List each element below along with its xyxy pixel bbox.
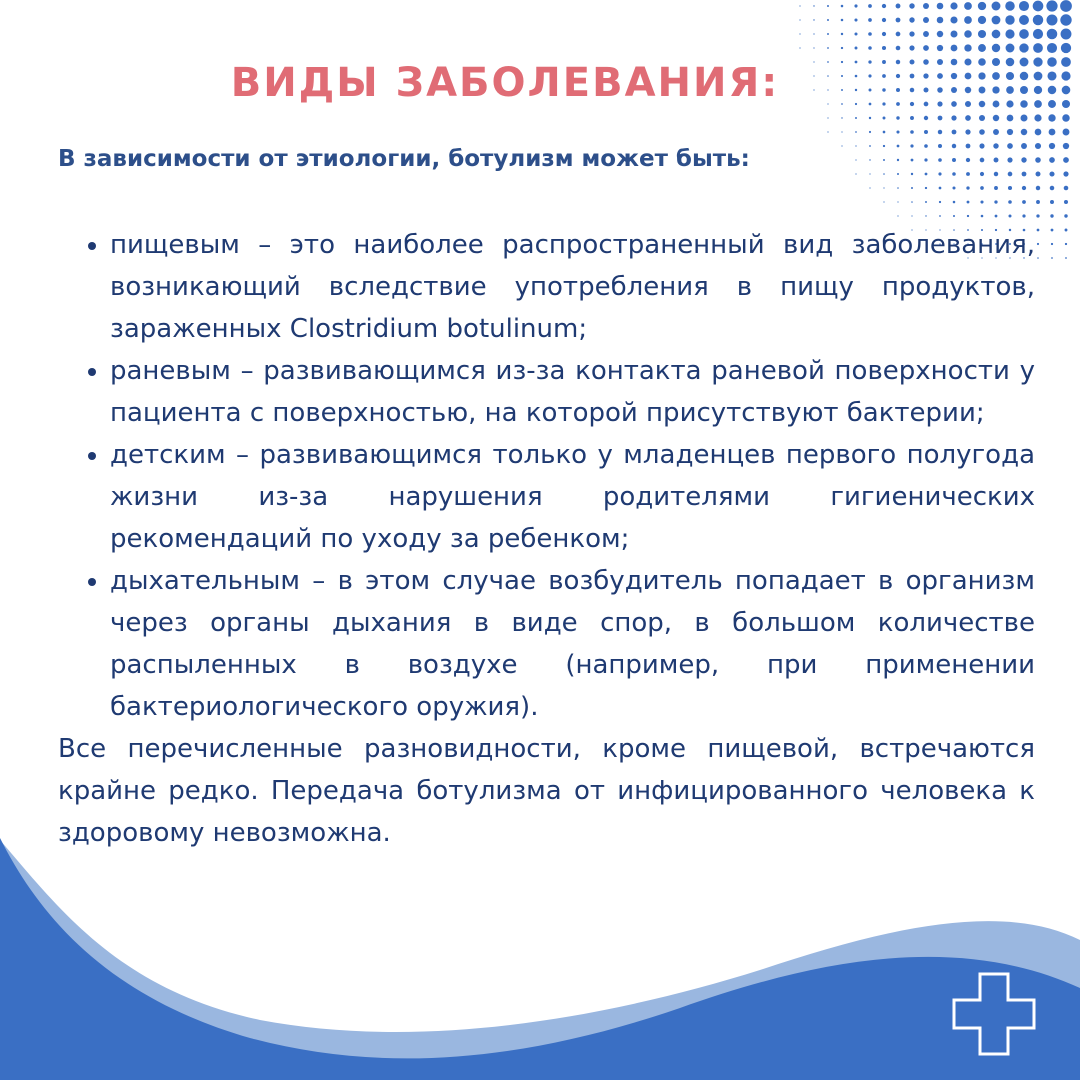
halftone-dot xyxy=(966,172,970,176)
halftone-dot xyxy=(827,117,828,118)
halftone-dot xyxy=(1019,15,1029,25)
halftone-dot xyxy=(937,59,943,65)
footer-paragraph: Все перечисленные разновидности, кроме пищевой, встречаются крайне редко. Передача ботулизма от инфицированного человека к здоровому невозможна. xyxy=(58,734,1035,848)
halftone-dot xyxy=(964,30,972,38)
halftone-dot xyxy=(964,58,971,65)
halftone-dot xyxy=(841,75,843,77)
halftone-dot xyxy=(883,131,886,134)
halftone-dot xyxy=(939,215,941,217)
halftone-dot xyxy=(937,87,943,93)
halftone-dot xyxy=(925,215,926,216)
halftone-dot xyxy=(978,30,986,38)
halftone-dot xyxy=(813,5,814,6)
halftone-dot xyxy=(1063,129,1070,136)
halftone-dot xyxy=(882,74,886,78)
halftone-dot xyxy=(951,59,958,66)
halftone-dot xyxy=(939,201,941,203)
halftone-dot xyxy=(923,73,928,78)
halftone-dot xyxy=(909,31,914,36)
halftone-dot xyxy=(841,117,842,118)
halftone-dot xyxy=(855,117,857,119)
halftone-dot xyxy=(1050,186,1055,191)
halftone-dot xyxy=(813,47,814,48)
halftone-dot xyxy=(953,215,955,217)
halftone-dot xyxy=(924,116,928,120)
halftone-dot xyxy=(993,101,1000,108)
halftone-dot xyxy=(951,45,958,52)
halftone-dot xyxy=(1008,172,1013,177)
halftone-dot xyxy=(1034,72,1043,81)
halftone-dot xyxy=(827,89,828,90)
halftone-dot xyxy=(952,172,956,176)
halftone-dot xyxy=(1033,15,1043,25)
halftone-dot xyxy=(896,102,900,106)
halftone-dot xyxy=(827,61,829,63)
halftone-dot xyxy=(966,186,969,189)
halftone-dot xyxy=(951,31,958,38)
halftone-dot xyxy=(1063,143,1069,149)
halftone-dot xyxy=(939,187,942,190)
halftone-dot xyxy=(937,31,943,37)
halftone-dot xyxy=(1035,157,1041,163)
halftone-dot xyxy=(1047,43,1057,53)
halftone-dot xyxy=(910,130,914,134)
halftone-dot xyxy=(1022,200,1026,204)
halftone-dot xyxy=(1049,171,1054,176)
halftone-dot xyxy=(868,18,872,22)
wave-decoration xyxy=(0,820,1080,1080)
halftone-dot xyxy=(992,16,1001,25)
halftone-dot xyxy=(1005,15,1014,24)
halftone-dot xyxy=(883,187,884,188)
halftone-dot xyxy=(855,103,857,105)
halftone-dot xyxy=(1033,1,1044,12)
halftone-dot xyxy=(995,215,998,218)
halftone-dot xyxy=(925,173,928,176)
halftone-dot xyxy=(978,2,986,10)
halftone-dot xyxy=(841,89,843,91)
halftone-dot xyxy=(923,31,929,37)
halftone-dot xyxy=(1035,129,1042,136)
halftone-dot xyxy=(1051,243,1053,245)
halftone-dot xyxy=(909,17,914,22)
halftone-dot xyxy=(897,201,898,202)
halftone-dot xyxy=(910,74,915,79)
halftone-dot xyxy=(1037,229,1040,232)
halftone-dot xyxy=(978,72,985,79)
halftone-dot xyxy=(1022,214,1025,217)
halftone-dot xyxy=(882,46,886,50)
halftone-dot xyxy=(869,131,871,133)
halftone-dot xyxy=(841,19,844,22)
intro-heading: В зависимости от этиологии, ботулизм может быть: xyxy=(58,146,750,172)
halftone-dot xyxy=(1062,86,1071,95)
halftone-dot xyxy=(827,103,828,104)
halftone-dot xyxy=(896,88,900,92)
halftone-dot xyxy=(992,86,999,93)
halftone-dot xyxy=(925,201,927,203)
halftone-dot xyxy=(1005,29,1014,38)
halftone-dot xyxy=(1051,257,1053,259)
halftone-dot xyxy=(937,45,943,51)
halftone-dot xyxy=(896,4,901,9)
halftone-dot xyxy=(897,187,899,189)
halftone-dot xyxy=(992,72,1000,80)
list-item: • дыхательным – в этом случае возбудитель попадает в организм через органы дыхания в виде спор, в большом количестве распыленных в воздухе (например, при применении бактериологического оружия). xyxy=(110,560,1035,728)
halftone-dot xyxy=(923,45,929,51)
halftone-dot xyxy=(1065,243,1067,245)
halftone-dot xyxy=(1061,29,1072,40)
halftone-dot xyxy=(1065,229,1068,232)
halftone-dot xyxy=(938,172,941,175)
halftone-dot xyxy=(1033,57,1042,66)
content-body xyxy=(58,224,1035,854)
halftone-dot xyxy=(896,46,901,51)
halftone-dot xyxy=(827,75,829,77)
halftone-dot xyxy=(1006,100,1013,107)
halftone-dot xyxy=(925,187,927,189)
halftone-dot xyxy=(1008,200,1012,204)
halftone-dot xyxy=(854,4,857,7)
halftone-dot xyxy=(978,44,986,52)
halftone-dot xyxy=(813,19,814,20)
halftone-dot xyxy=(1021,157,1026,162)
halftone-dot xyxy=(993,129,999,135)
halftone-dot xyxy=(896,32,901,37)
halftone-dot xyxy=(910,102,914,106)
halftone-dot xyxy=(953,201,956,204)
halftone-dot xyxy=(980,172,984,176)
halftone-dot xyxy=(1061,71,1070,80)
halftone-dot xyxy=(910,116,914,120)
halftone-dot xyxy=(1047,29,1058,40)
halftone-dot xyxy=(827,19,829,21)
halftone-dot xyxy=(1049,143,1055,149)
halftone-dot xyxy=(868,74,871,77)
halftone-dot xyxy=(965,73,972,80)
halftone-dot xyxy=(1049,157,1055,163)
halftone-dot xyxy=(1063,171,1068,176)
halftone-dot xyxy=(841,103,843,105)
halftone-dot xyxy=(1021,115,1028,122)
halftone-dot xyxy=(965,115,971,121)
halftone-dot xyxy=(923,87,928,92)
halftone-dot xyxy=(1020,86,1028,94)
halftone-dot xyxy=(938,116,943,121)
halftone-dot xyxy=(950,16,957,23)
halftone-dot xyxy=(978,58,986,66)
halftone-dot xyxy=(855,131,857,133)
halftone-dot xyxy=(1036,172,1041,177)
halftone-dot xyxy=(923,17,929,23)
halftone-dot xyxy=(923,3,929,9)
halftone-dot xyxy=(1047,57,1057,67)
halftone-dot xyxy=(952,130,957,135)
halftone-dot xyxy=(924,102,929,107)
halftone-dot xyxy=(1051,229,1054,232)
halftone-dot xyxy=(827,5,829,7)
halftone-dot xyxy=(868,60,871,63)
halftone-dot xyxy=(1007,115,1014,122)
halftone-dot xyxy=(1019,29,1029,39)
halftone-dot xyxy=(1060,14,1071,25)
halftone-dot xyxy=(855,47,858,50)
halftone-dot xyxy=(1034,114,1041,121)
halftone-dot xyxy=(841,33,843,35)
halftone-dot xyxy=(869,173,870,174)
halftone-dot xyxy=(1064,200,1068,204)
halftone-dot xyxy=(1048,86,1057,95)
halftone-dot xyxy=(1020,100,1028,108)
halftone-dot xyxy=(896,60,900,64)
halftone-dot xyxy=(964,16,972,24)
halftone-dot xyxy=(979,129,985,135)
halftone-dot xyxy=(883,201,884,202)
halftone-dot xyxy=(911,215,912,216)
halftone-dot xyxy=(909,45,914,50)
halftone-dot xyxy=(937,101,942,106)
halftone-dot xyxy=(1008,214,1011,217)
halftone-dot xyxy=(1036,186,1040,190)
halftone-dot xyxy=(882,102,885,105)
halftone-dot xyxy=(868,46,872,50)
halftone-dot xyxy=(979,101,986,108)
halftone-dot xyxy=(1046,0,1057,11)
halftone-dot xyxy=(1006,72,1014,80)
list-item: • детским – развивающимся только у младенцев первого полугода жизни из-за нарушения родителями гигиенических рекомендаций по уходу за ребенком; xyxy=(110,434,1035,560)
halftone-dot xyxy=(1062,114,1069,121)
halftone-dot xyxy=(827,47,829,49)
halftone-dot xyxy=(1022,172,1027,177)
halftone-dot xyxy=(868,32,872,36)
halftone-dot xyxy=(1019,43,1028,52)
halftone-dot xyxy=(951,87,957,93)
halftone-dot xyxy=(951,73,957,79)
halftone-dot xyxy=(910,88,915,93)
halftone-dot xyxy=(1033,43,1043,53)
halftone-dot xyxy=(883,117,886,120)
halftone-dot xyxy=(978,16,986,24)
halftone-dot xyxy=(882,60,886,64)
halftone-dot xyxy=(855,75,858,78)
halftone-dot xyxy=(911,201,913,203)
halftone-dot xyxy=(1050,214,1053,217)
halftone-dot xyxy=(854,18,857,21)
halftone-dot xyxy=(910,60,915,65)
halftone-dot xyxy=(799,33,800,34)
halftone-dot xyxy=(882,88,885,91)
halftone-dot xyxy=(1020,58,1029,67)
halftone-dot xyxy=(841,61,843,63)
halftone-dot xyxy=(896,130,899,133)
halftone-dot xyxy=(993,115,999,121)
halftone-dot xyxy=(980,200,983,203)
halftone-dot xyxy=(882,18,886,22)
halftone-dot xyxy=(799,5,800,6)
halftone-dot xyxy=(937,3,944,10)
halftone-dot xyxy=(994,172,998,176)
halftone-dot xyxy=(992,30,1001,39)
halftone-dot xyxy=(1036,214,1039,217)
halftone-dot xyxy=(869,117,871,119)
halftone-dot xyxy=(882,4,886,8)
halftone-dot xyxy=(897,173,899,175)
halftone-dot xyxy=(1006,58,1015,67)
halftone-dot xyxy=(1005,1,1015,11)
halftone-dot xyxy=(896,18,901,23)
halftone-dot xyxy=(911,187,913,189)
halftone-dot xyxy=(1020,72,1029,81)
list-item: • пищевым – это наиболее распространенный вид заболевания, возникающий вследствие употребления в пищу продуктов, зараженных Clostridium botulinum; xyxy=(110,224,1035,350)
halftone-dot xyxy=(1033,29,1043,39)
halftone-dot xyxy=(841,5,844,8)
halftone-dot xyxy=(911,173,913,175)
halftone-dot xyxy=(979,87,986,94)
halftone-dot xyxy=(868,4,872,8)
halftone-dot xyxy=(1022,186,1026,190)
halftone-dot xyxy=(1007,129,1013,135)
halftone-dot xyxy=(1061,43,1071,53)
page-title: ВИДЫ ЗАБОЛЕВАНИЯ: xyxy=(230,60,780,106)
halftone-dot xyxy=(965,101,971,107)
halftone-dot xyxy=(813,33,814,34)
medical-cross-icon xyxy=(952,972,1036,1056)
halftone-dot xyxy=(855,173,856,174)
halftone-dot xyxy=(979,115,985,121)
halftone-dot xyxy=(994,186,998,190)
halftone-dot xyxy=(967,201,970,204)
halftone-dot xyxy=(909,3,914,8)
halftone-dot xyxy=(1036,200,1040,204)
disease-types-list xyxy=(58,224,1035,728)
halftone-dot xyxy=(967,215,969,217)
halftone-dot xyxy=(1021,143,1027,149)
halftone-dot xyxy=(799,19,800,20)
halftone-dot xyxy=(951,115,956,120)
halftone-dot xyxy=(1049,129,1056,136)
halftone-dot xyxy=(827,33,829,35)
halftone-dot xyxy=(992,2,1001,11)
halftone-dot xyxy=(937,73,943,79)
halftone-dot xyxy=(951,101,957,107)
halftone-dot xyxy=(883,173,885,175)
halftone-dot xyxy=(855,61,858,64)
halftone-dot xyxy=(1065,257,1067,259)
halftone-dot xyxy=(952,186,955,189)
halftone-dot xyxy=(1047,71,1056,80)
halftone-dot xyxy=(981,215,984,218)
halftone-dot xyxy=(1019,1,1029,11)
halftone-dot xyxy=(964,44,971,51)
halftone-dot xyxy=(1062,100,1070,108)
halftone-dot xyxy=(869,187,870,188)
halftone-dot xyxy=(1037,257,1039,259)
halftone-dot xyxy=(937,17,944,24)
halftone-dot xyxy=(980,186,984,190)
halftone-dot xyxy=(897,215,898,216)
halftone-dot xyxy=(1034,86,1042,94)
halftone-dot xyxy=(1063,157,1069,163)
halftone-dot xyxy=(813,61,814,62)
halftone-dot xyxy=(1034,100,1042,108)
halftone-dot xyxy=(1047,15,1058,26)
halftone-dot xyxy=(992,44,1000,52)
halftone-dot xyxy=(896,116,899,119)
halftone-dot xyxy=(923,59,929,65)
halftone-dot xyxy=(1006,44,1015,53)
halftone-dot xyxy=(964,2,972,10)
halftone-dot xyxy=(1037,243,1039,245)
halftone-dot xyxy=(854,32,857,35)
halftone-dot xyxy=(1035,143,1041,149)
halftone-dot xyxy=(1050,200,1054,204)
halftone-dot xyxy=(813,75,814,76)
halftone-dot xyxy=(882,32,886,36)
halftone-dot xyxy=(924,130,928,134)
halftone-dot xyxy=(896,74,900,78)
halftone-dot xyxy=(994,200,997,203)
halftone-dot xyxy=(841,131,842,132)
halftone-dot xyxy=(869,89,872,92)
halftone-dot xyxy=(965,87,971,93)
halftone-dot xyxy=(855,89,857,91)
halftone-dot xyxy=(1021,129,1027,135)
halftone-dot xyxy=(1064,186,1069,191)
halftone-dot xyxy=(1048,114,1055,121)
halftone-dot xyxy=(1060,0,1072,12)
halftone-dot xyxy=(965,129,970,134)
halftone-dot xyxy=(869,103,872,106)
halftone-dot xyxy=(938,130,942,134)
halftone-dot xyxy=(950,2,957,9)
halftone-dot xyxy=(1064,214,1067,217)
halftone-dot xyxy=(992,58,1000,66)
halftone-dot xyxy=(1008,186,1012,190)
halftone-dot xyxy=(1048,100,1056,108)
halftone-dot xyxy=(1006,86,1014,94)
halftone-dot xyxy=(827,131,828,132)
halftone-dot xyxy=(813,89,814,90)
halftone-dot xyxy=(799,47,800,48)
halftone-dot xyxy=(841,47,843,49)
list-item: • раневым – развивающимся из-за контакта раневой поверхности у пациента с поверхностью, на которой присутствуют бактерии; xyxy=(110,350,1035,434)
halftone-dot xyxy=(1061,57,1071,67)
